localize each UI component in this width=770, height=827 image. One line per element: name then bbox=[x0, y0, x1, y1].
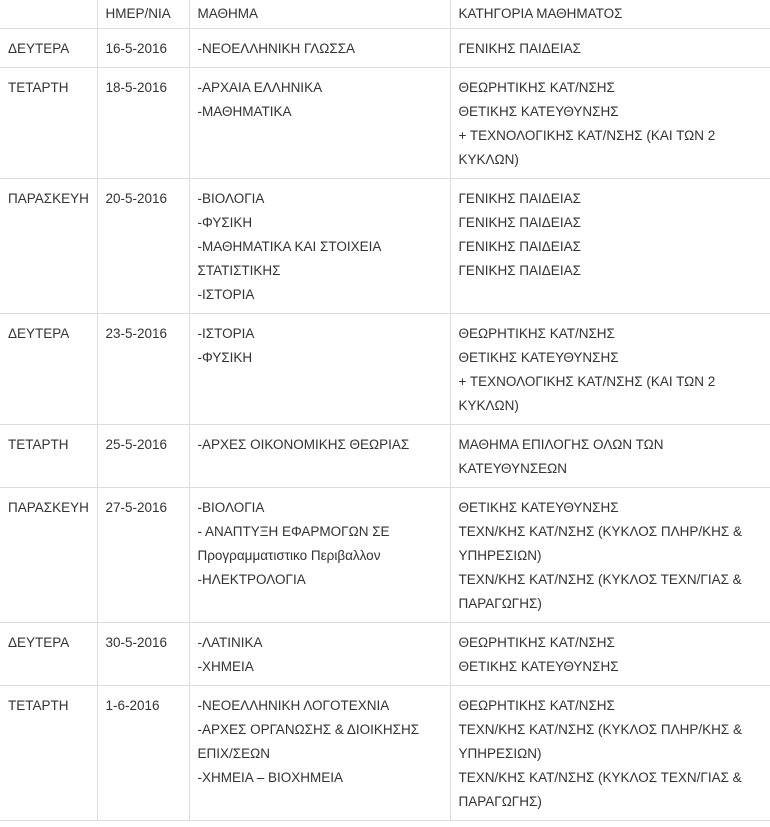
subject-cell bbox=[189, 29, 450, 68]
subject-line: -ΑΡΧΑΙΑ ΕΛΛΗΝΙΚΑ bbox=[197, 80, 323, 95]
category-cell bbox=[450, 68, 770, 179]
category-cell bbox=[450, 488, 770, 623]
subject-line: -ΧΗΜΕΙΑ – ΒΙΟΧΗΜΕΙΑ bbox=[197, 770, 344, 785]
table-row bbox=[0, 29, 770, 68]
category-cell bbox=[450, 686, 770, 821]
subject-cell bbox=[189, 488, 450, 623]
day-cell: ΠΑΡΑΣΚΕΥΗ bbox=[0, 179, 97, 314]
category-line: ΜΑΘΗΜΑ ΕΠΙΛΟΓΗΣ ΟΛΩΝ ΤΩΝ bbox=[458, 437, 664, 452]
subject-line: -ΜΑΘΗΜΑΤΙΚΑ ΚΑΙ ΣΤΟΙΧΕΙΑ bbox=[197, 239, 382, 254]
category-line: ΠΑΡΑΓΩΓΗΣ) bbox=[458, 596, 542, 611]
category-line: ΚΥΚΛΩΝ) bbox=[458, 398, 519, 413]
date-cell: 25-5-2016 bbox=[97, 425, 189, 488]
subject-line: -ΑΡΧΕΣ ΟΡΓΑΝΩΣΗΣ & ΔΙΟΙΚΗΣΗΣ bbox=[197, 722, 420, 737]
header-day bbox=[0, 0, 97, 29]
subject-line: -ΒΙΟΛΟΓΙΑ bbox=[197, 500, 265, 515]
table-row bbox=[0, 68, 770, 179]
category-line: ΘΕΩΡΗΤΙΚΗΣ ΚΑΤ/ΝΣΗΣ bbox=[458, 80, 615, 95]
subject-cell bbox=[189, 68, 450, 179]
subject-line: -ΦΥΣΙΚΗ bbox=[197, 215, 253, 230]
category-line: ΤΕΧΝ/ΚΗΣ ΚΑΤ/ΝΣΗΣ (ΚΥΚΛΟΣ ΤΕΧΝ/ΓΙΑΣ & bbox=[458, 770, 742, 785]
subject-line: -ΙΣΤΟΡΙΑ bbox=[197, 326, 255, 341]
subject-cell bbox=[189, 179, 450, 314]
day-cell: ΤΕΤΑΡΤΗ bbox=[0, 686, 97, 821]
subject-line: Προγραμματιστικο Περιβαλλον bbox=[197, 548, 381, 563]
table-body bbox=[0, 29, 770, 821]
subject-cell bbox=[189, 314, 450, 425]
table-row bbox=[0, 488, 770, 623]
subject-line: -ΜΑΘΗΜΑΤΙΚΑ bbox=[197, 104, 292, 119]
category-cell bbox=[450, 623, 770, 686]
table-header-row bbox=[0, 0, 770, 29]
table-row bbox=[0, 686, 770, 821]
date-cell: 30-5-2016 bbox=[97, 623, 189, 686]
table-row bbox=[0, 623, 770, 686]
header-category: ΚΑΤΗΓΟΡΙΑ ΜΑΘΗΜΑΤΟΣ bbox=[450, 0, 770, 29]
day-cell: ΤΕΤΑΡΤΗ bbox=[0, 425, 97, 488]
subject-line: -ΛΑΤΙΝΙΚΑ bbox=[197, 635, 263, 650]
day-cell: ΔΕΥΤΕΡΑ bbox=[0, 314, 97, 425]
date-cell: 18-5-2016 bbox=[97, 68, 189, 179]
category-line: ΘΕΤΙΚΗΣ ΚΑΤΕΥΘΥΝΣΗΣ bbox=[458, 350, 619, 365]
subject-line: -ΒΙΟΛΟΓΙΑ bbox=[197, 191, 265, 206]
category-line: ΘΕΩΡΗΤΙΚΗΣ ΚΑΤ/ΝΣΗΣ bbox=[458, 635, 615, 650]
category-line: ΓΕΝΙΚΗΣ ΠΑΙΔΕΙΑΣ bbox=[458, 41, 581, 56]
subject-line: -ΝΕΟΕΛΛΗΝΙΚΗ ΛΟΓΟΤΕΧΝΙΑ bbox=[197, 698, 390, 713]
subject-line: -ΦΥΣΙΚΗ bbox=[197, 350, 253, 365]
day-cell: ΔΕΥΤΕΡΑ bbox=[0, 623, 97, 686]
day-cell: ΔΕΥΤΕΡΑ bbox=[0, 29, 97, 68]
category-line: + ΤΕΧΝΟΛΟΓΙΚΗΣ ΚΑΤ/ΝΣΗΣ (ΚΑΙ ΤΩΝ 2 bbox=[458, 374, 716, 389]
category-line: ΘΕΤΙΚΗΣ ΚΑΤΕΥΘΥΝΣΗΣ bbox=[458, 659, 619, 674]
subject-cell bbox=[189, 686, 450, 821]
category-line: ΘΕΤΙΚΗΣ ΚΑΤΕΥΘΥΝΣΗΣ bbox=[458, 500, 619, 515]
category-line: ΘΕΤΙΚΗΣ ΚΑΤΕΥΘΥΝΣΗΣ bbox=[458, 104, 619, 119]
subject-cell bbox=[189, 623, 450, 686]
category-line: ΠΑΡΑΓΩΓΗΣ) bbox=[458, 794, 542, 809]
subject-line: - ΑΝΑΠΤΥΞΗ ΕΦΑΡΜΟΓΩΝ ΣΕ bbox=[197, 524, 390, 539]
table-row bbox=[0, 314, 770, 425]
category-cell bbox=[450, 29, 770, 68]
day-cell: ΠΑΡΑΣΚΕΥΗ bbox=[0, 488, 97, 623]
category-line: ΓΕΝΙΚΗΣ ΠΑΙΔΕΙΑΣ bbox=[458, 263, 581, 278]
category-line: ΤΕΧΝ/ΚΗΣ ΚΑΤ/ΝΣΗΣ (ΚΥΚΛΟΣ ΤΕΧΝ/ΓΙΑΣ & bbox=[458, 572, 742, 587]
subject-line: -ΧΗΜΕΙΑ bbox=[197, 659, 254, 674]
subject-line: -ΙΣΤΟΡΙΑ bbox=[197, 287, 255, 302]
date-cell: 16-5-2016 bbox=[97, 29, 189, 68]
date-cell: 27-5-2016 bbox=[97, 488, 189, 623]
subject-line: -ΑΡΧΕΣ ΟΙΚΟΝΟΜΙΚΗΣ ΘΕΩΡΙΑΣ bbox=[197, 437, 410, 452]
category-cell bbox=[450, 425, 770, 488]
date-cell: 23-5-2016 bbox=[97, 314, 189, 425]
category-cell bbox=[450, 179, 770, 314]
date-cell: 1-6-2016 bbox=[97, 686, 189, 821]
category-line: ΥΠΗΡΕΣΙΩΝ) bbox=[458, 746, 542, 761]
category-cell bbox=[450, 314, 770, 425]
subject-line: -ΗΛΕΚΤΡΟΛΟΓΙΑ bbox=[197, 572, 306, 587]
category-line: + ΤΕΧΝΟΛΟΓΙΚΗΣ ΚΑΤ/ΝΣΗΣ (ΚΑΙ ΤΩΝ 2 bbox=[458, 128, 716, 143]
category-line: ΓΕΝΙΚΗΣ ΠΑΙΔΕΙΑΣ bbox=[458, 239, 581, 254]
subject-line: ΣΤΑΤΙΣΤΙΚΗΣ bbox=[197, 263, 281, 278]
category-line: ΘΕΩΡΗΤΙΚΗΣ ΚΑΤ/ΝΣΗΣ bbox=[458, 326, 615, 341]
category-line: ΚΑΤΕΥΘΥΝΣΕΩΝ bbox=[458, 461, 568, 476]
table-row bbox=[0, 179, 770, 314]
category-line: ΥΠΗΡΕΣΙΩΝ) bbox=[458, 548, 542, 563]
subject-line: ΕΠΙΧ/ΣΕΩΝ bbox=[197, 746, 270, 761]
day-cell: ΤΕΤΑΡΤΗ bbox=[0, 68, 97, 179]
subject-line: -ΝΕΟΕΛΛΗΝΙΚΗ ΓΛΩΣΣΑ bbox=[197, 41, 356, 56]
category-line: ΤΕΧΝ/ΚΗΣ ΚΑΤ/ΝΣΗΣ (ΚΥΚΛΟΣ ΠΛΗΡ/ΚΗΣ & bbox=[458, 722, 743, 737]
category-line: ΤΕΧΝ/ΚΗΣ ΚΑΤ/ΝΣΗΣ (ΚΥΚΛΟΣ ΠΛΗΡ/ΚΗΣ & bbox=[458, 524, 743, 539]
subject-cell bbox=[189, 425, 450, 488]
category-line: ΘΕΩΡΗΤΙΚΗΣ ΚΑΤ/ΝΣΗΣ bbox=[458, 698, 615, 713]
table-row bbox=[0, 425, 770, 488]
header-date: ΗΜΕΡ/ΝΙΑ bbox=[97, 0, 189, 29]
date-cell: 20-5-2016 bbox=[97, 179, 189, 314]
category-line: ΓΕΝΙΚΗΣ ΠΑΙΔΕΙΑΣ bbox=[458, 215, 581, 230]
header-subject: ΜΑΘΗΜΑ bbox=[189, 0, 450, 29]
category-line: ΓΕΝΙΚΗΣ ΠΑΙΔΕΙΑΣ bbox=[458, 191, 581, 206]
category-line: ΚΥΚΛΩΝ) bbox=[458, 152, 519, 167]
